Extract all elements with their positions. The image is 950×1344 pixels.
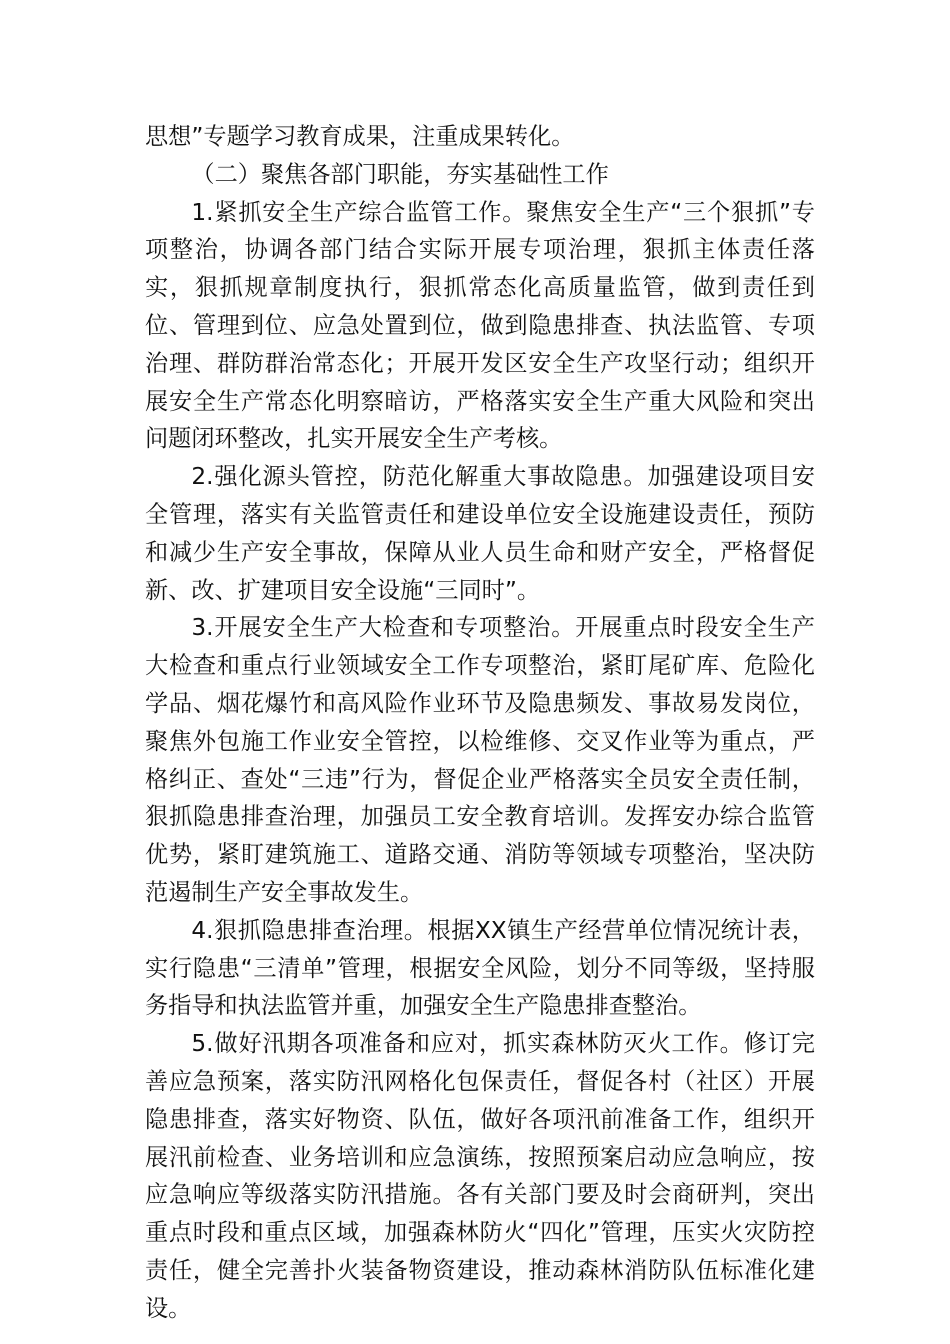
- section-heading: （二）聚焦各部门职能，夯实基础性工作: [191, 160, 609, 188]
- paragraph-item-2: 2.强化源头管控，防范化解重大事故隐患。加强建设项目安全管理，落实有关监管责任和建设单位安全设施建设责任，预防和减少生产安全事故，保障从业人员生命和财产安全，严格督促新、改、扩建项目安全设施“三同时”。: [145, 463, 815, 604]
- paragraph-item-4: 4.狠抓隐患排查治理。根据XX镇生产经营单位情况统计表，实行隐患“三清单”管理，根据安全风险，划分不同等级，坚持服务指导和执法监管并重，加强安全生产隐患排查整治。: [145, 916, 815, 1020]
- paragraph-item-3: 3.开展安全生产大检查和专项整治。开展重点时段安全生产大检查和重点行业领域安全工作专项整治，紧盯尾矿库、危险化学品、烟花爆竹和高风险作业环节及隐患频发、事故易发岗位，聚焦外包施工作业安全管控，以检维修、交叉作业等为重点，严格纠正、查处“三违”行为，督促企业严格落实全员安全责任制，狠抓隐患排查治理，加强员工安全教育培训。发挥安办综合监管优势，紧盯建筑施工、道路交通、消防等领域专项整治，坚决防范遏制生产安全事故发生。: [145, 614, 815, 906]
- paragraph-continuation: 思想”专题学习教育成果，注重成果转化。: [145, 123, 575, 150]
- paragraph-item-1: 1.紧抓安全生产综合监管工作。聚焦安全生产“三个狠抓”专项整治，协调各部门结合实际开展专项治理，狠抓主体责任落实，狠抓规章制度执行，狠抓常态化高质量监管，做到责任到位、管理到位、应急处置到位，做到隐患排查、执法监管、专项治理、群防群治常态化；开展开发区安全生产攻坚行动；组织开展安全生产常态化明察暗访，严格落实安全生产重大风险和突出问题闭环整改，扎实开展安全生产考核。: [145, 198, 815, 453]
- document-page: [145, 118, 815, 1328]
- paragraph-item-5: 5.做好汛期各项准备和应对，抓实森林防灭火工作。修订完善应急预案，落实防汛网格化包保责任，督促各村（社区）开展隐患排查，落实好物资、队伍，做好各项汛前准备工作，组织开展汛前检查、业务培训和应急演练，按照预案启动应急响应，按应急响应等级落实防汛措施。各有关部门要及时会商研判，突出重点时段和重点区域，加强森林防火“四化”管理，压实火灾防控责任，健全完善扑火装备物资建设，推动森林消防队伍标准化建设。: [145, 1030, 815, 1322]
